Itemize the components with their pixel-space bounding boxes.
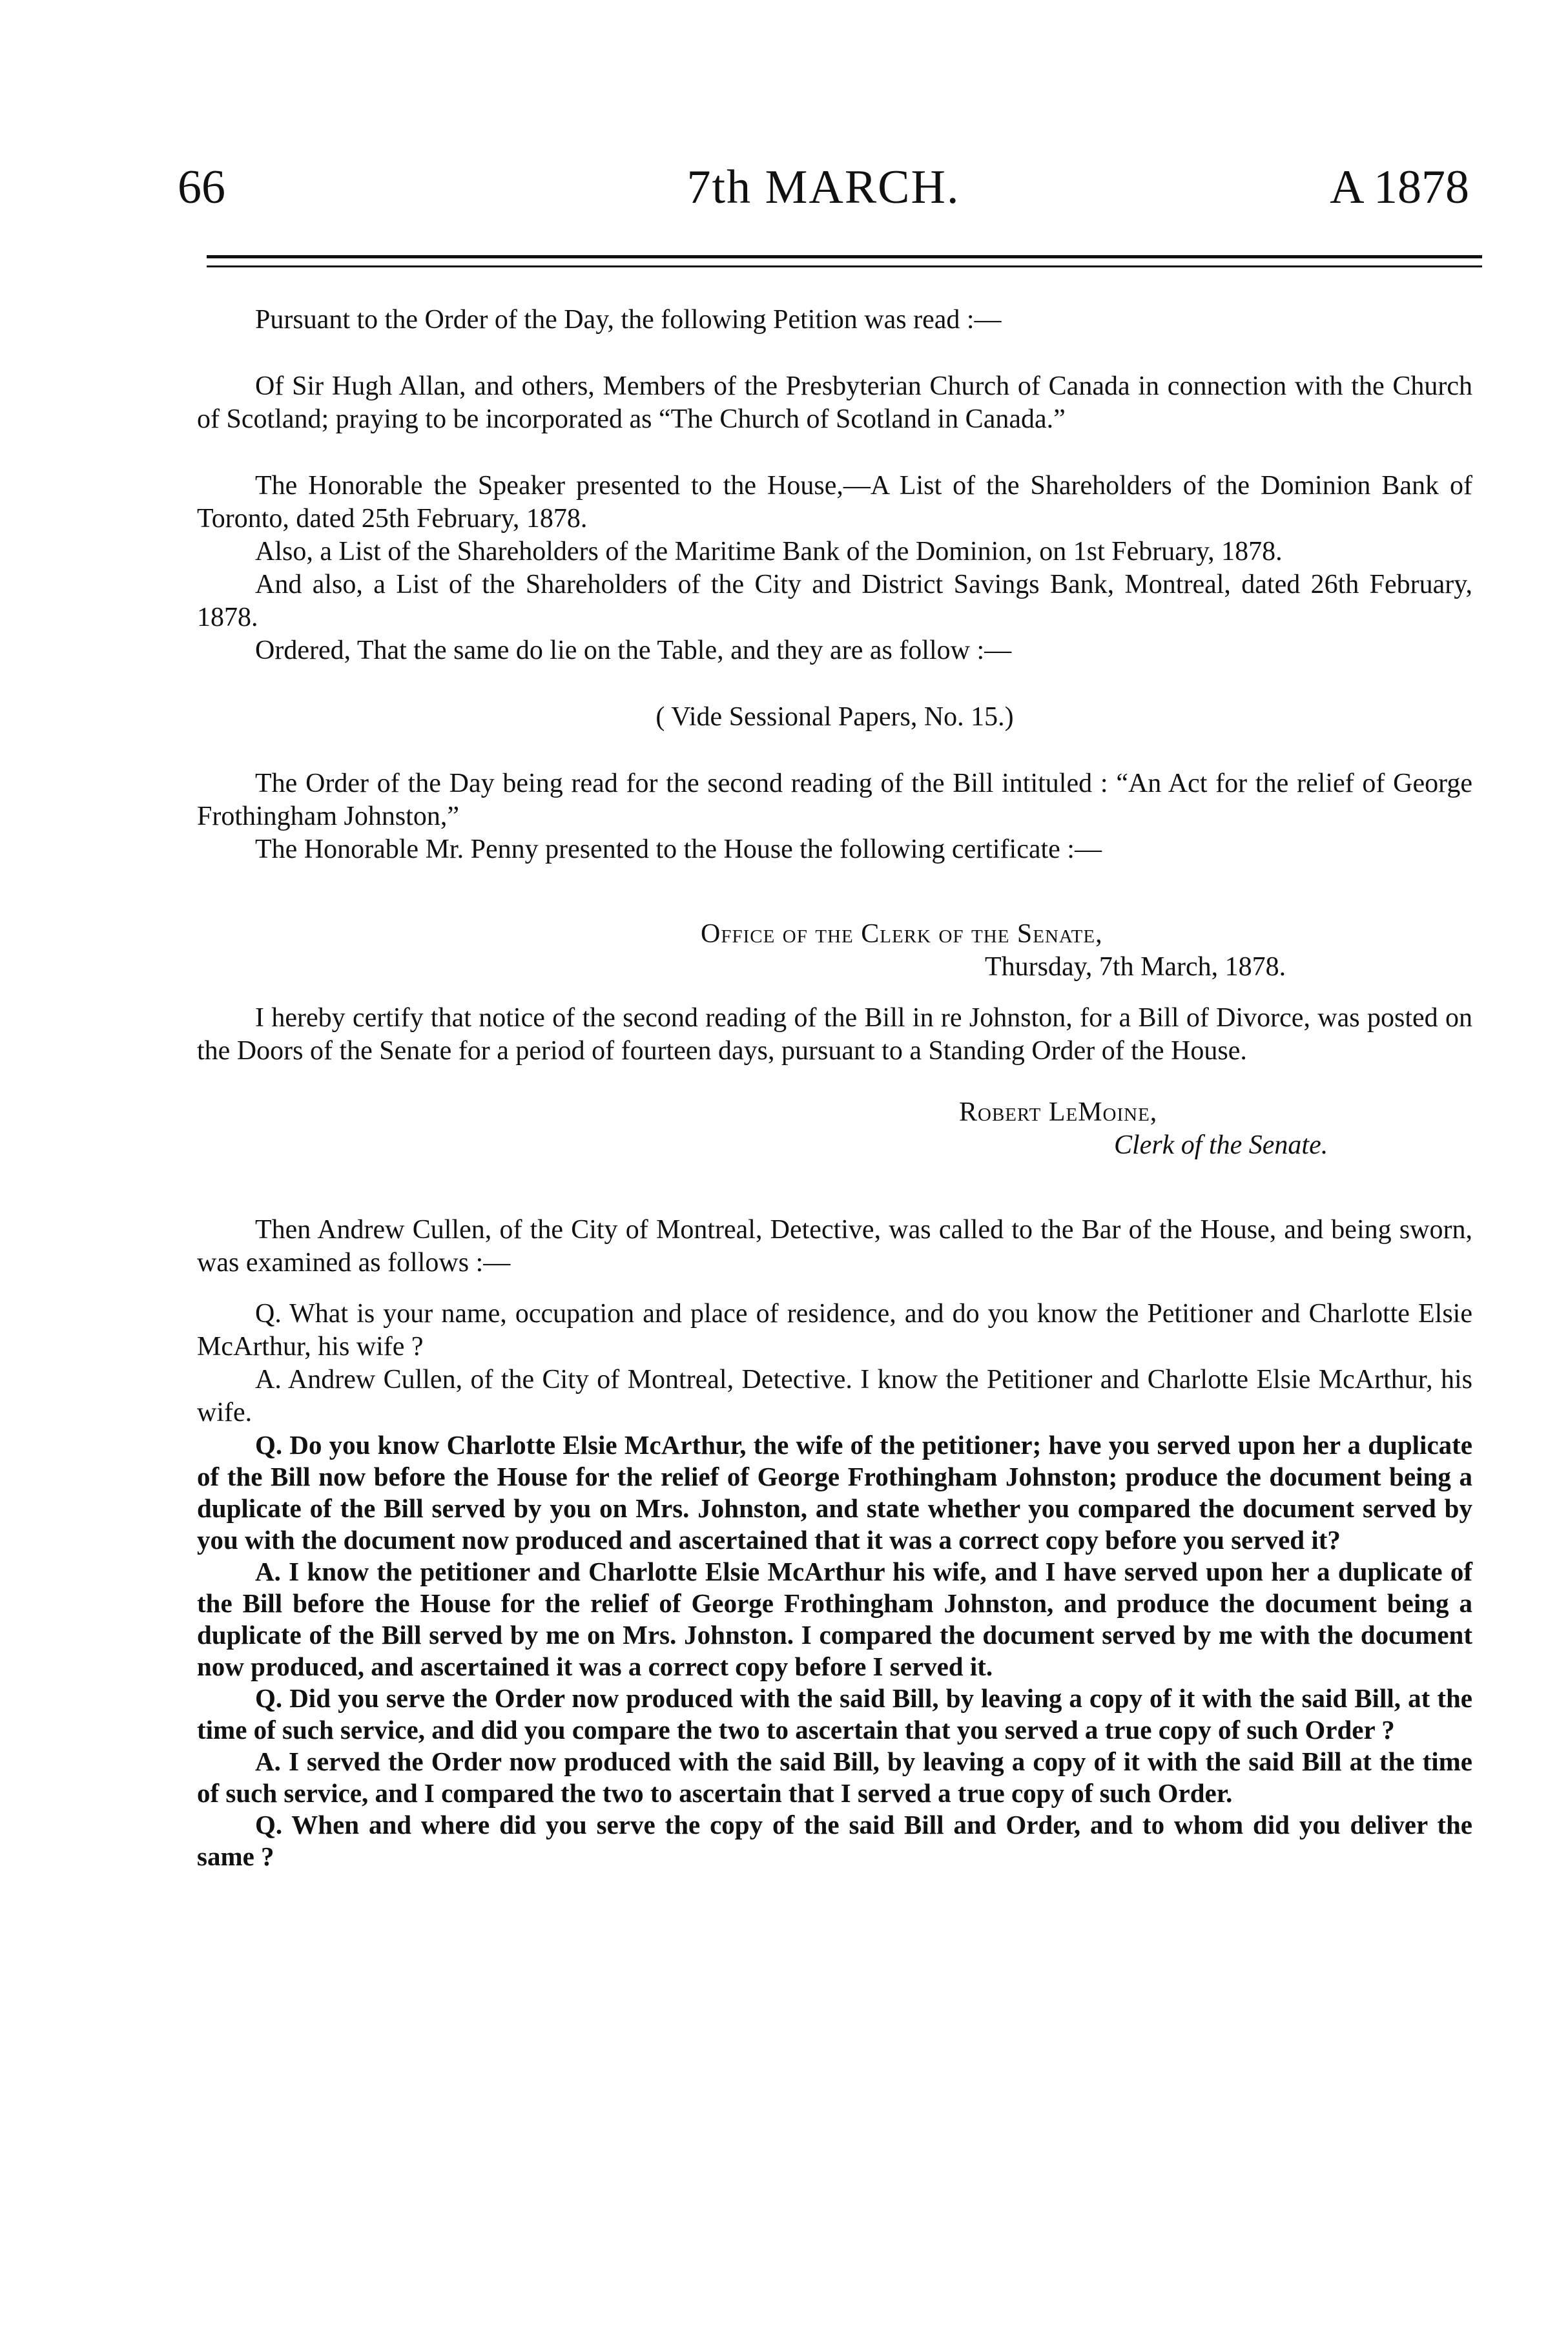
certificate-signer-title: Clerk of the Senate. — [1114, 1130, 1328, 1160]
certificate-date: Thursday, 7th March, 1878. — [985, 952, 1286, 982]
paragraph-ordered: Ordered, That the same do lie on the Table, and they are as follow :— — [255, 636, 1012, 665]
question-3: Q. Did you serve the Order now produced with the said Bill, by leaving a copy of it with the said Bill, at the time of such service, and did you compare the two to ascertain that you served a true copy of such Order ? — [197, 1683, 1472, 1745]
paragraph-second-reading: The Order of the Day being read for the second reading of the Bill intituled : “An Act for the relief of George Frothingham Johnston,” — [197, 769, 1472, 831]
answer-3: A. I served the Order now produced with the said Bill, by leaving a copy of it with the said Bill at the time of such service, and I compared the two to ascertain that I served a true copy of such Order. — [197, 1747, 1472, 1808]
header-date: 7th MARCH. — [686, 161, 960, 214]
body-text — [197, 304, 1472, 1872]
answer-1: A. Andrew Cullen, of the City of Montreal, Detective. I know the Petitioner and Charlotte Elsie McArthur, his wife. — [197, 1365, 1472, 1427]
paragraph-penny-certificate: The Honorable Mr. Penny presented to the House the following certificate :— — [255, 835, 1102, 864]
paragraph-witness-called: Then Andrew Cullen, of the City of Montreal, Detective, was called to the Bar of the House, and being sworn, was examined as follows :— — [197, 1215, 1472, 1278]
question-4: Q. When and where did you serve the copy of the said Bill and Order, and to whom did you deliver the same ? — [197, 1810, 1472, 1871]
paragraph-petition: Of Sir Hugh Allan, and others, Members of the Presbyterian Church of Canada in connection with the Church of Scotland; praying to be incorporated as “The Church of Scotland in Canada.” — [197, 371, 1472, 434]
paragraph-savings-bank: And also, a List of the Shareholders of the City and District Savings Bank, Montreal, dated 26th February, 1878. — [197, 570, 1472, 632]
page-number: 66 — [178, 161, 225, 214]
question-2: Q. Do you know Charlotte Elsie McArthur, the wife of the petitioner; have you served upon her a duplicate of the Bill now before the House for the relief of George Frothingham Johnston; produce the document being a duplicate of the Bill served by you on Mrs. Johnston, and state whether you compared the document served by you with the document now produced and ascertained that it was a correct copy before you served it? — [197, 1430, 1472, 1555]
page-header — [178, 160, 1469, 225]
header-rule-thick — [207, 255, 1482, 258]
paragraph-petition-intro: Pursuant to the Order of the Day, the following Petition was read :— — [255, 305, 1002, 335]
paragraph-maritime-bank: Also, a List of the Shareholders of the Maritime Bank of the Dominion, on 1st February, 1878. — [255, 537, 1283, 566]
certificate-signer: Robert LeMoine, — [959, 1097, 1158, 1127]
certificate-text: I hereby certify that notice of the second reading of the Bill in re Johnston, for a Bill of Divorce, was posted on the Doors of the Senate for a period of fourteen days, pursuant to a Standing Order of the House. — [197, 1003, 1472, 1066]
header-year: A 1878 — [1330, 161, 1469, 214]
answer-2: A. I know the petitioner and Charlotte Elsie McArthur his wife, and I have served upon her a duplicate of the Bill before the House for the relief of George Frothingham Johnston, and produce the document being a duplicate of the Bill served by me on Mrs. Johnston. I compared the document served by me with the document now produced, and ascertained it was a correct copy before I served it. — [197, 1557, 1472, 1681]
question-1: Q. What is your name, occupation and place of residence, and do you know the Petitioner and Charlotte Elsie McArthur, his wife ? — [197, 1299, 1472, 1362]
certificate-office: Office of the Clerk of the Senate, — [701, 919, 1103, 949]
vide-sessional-papers: ( Vide Sessional Papers, No. 15.) — [655, 702, 1014, 732]
paragraph-speaker-list: The Honorable the Speaker presented to the House,—A List of the Shareholders of the Dominion Bank of Toronto, dated 25th February, 1878. — [197, 471, 1472, 534]
header-rule-thin — [207, 265, 1482, 267]
